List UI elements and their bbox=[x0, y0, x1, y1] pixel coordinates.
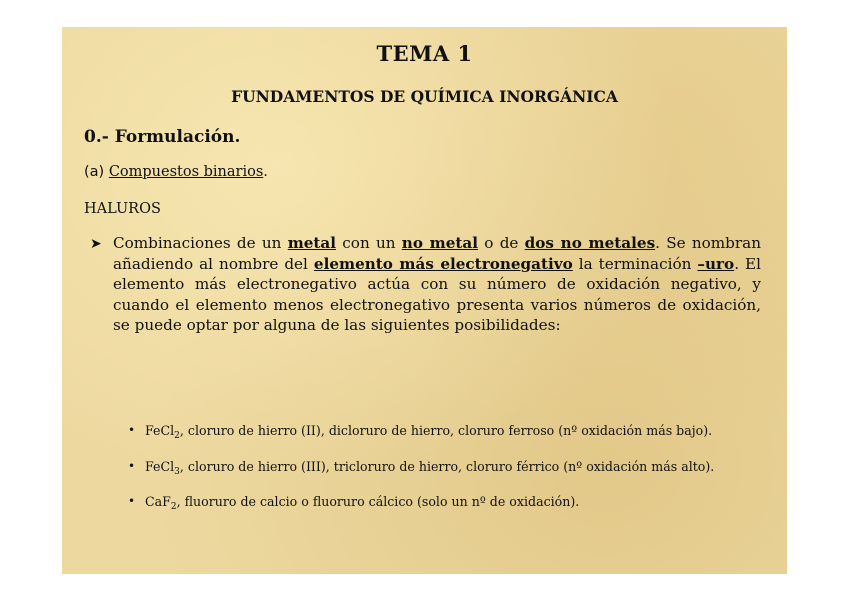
formula-subscript: 3 bbox=[174, 466, 180, 477]
para-text-4: . Se nombran añadiendo al nombre del bbox=[113, 234, 761, 273]
section-heading: 0.- Formulación. bbox=[84, 127, 241, 147]
para-term-electronegativo: elemento más electronegativo bbox=[313, 254, 573, 273]
formula-subscript: 2 bbox=[174, 431, 180, 441]
page-title: TEMA 1 bbox=[376, 41, 473, 66]
para-term-dos-no-metales: dos no metales bbox=[524, 234, 656, 252]
subsection-suffix: . bbox=[263, 164, 268, 180]
page-subtitle: FUNDAMENTOS DE QUÍMICA INORGÁNICA bbox=[231, 87, 618, 106]
item-text: , fluoruro de calcio o fluoruro cálcico (solo un nº de oxidación). bbox=[176, 494, 580, 509]
topic-heading: HALUROS bbox=[84, 201, 161, 217]
bullet-dot-icon: • bbox=[128, 423, 136, 437]
subsection-label: Compuestos binarios bbox=[108, 164, 264, 180]
list-item bbox=[124, 493, 764, 517]
para-text-3: o de bbox=[478, 234, 525, 252]
definition-paragraph bbox=[113, 233, 761, 336]
para-text-5: la terminación bbox=[572, 254, 698, 273]
para-term-no-metal: no metal bbox=[401, 234, 479, 252]
para-text-1: Combinaciones de un bbox=[113, 234, 288, 252]
formula: FeCl bbox=[145, 458, 175, 474]
slide bbox=[62, 27, 787, 574]
bullet-dot-icon: • bbox=[128, 494, 136, 508]
formula-subscript: 2 bbox=[170, 502, 177, 512]
arrow-bullet-icon: ➤ bbox=[90, 236, 102, 252]
para-text-2: con un bbox=[336, 234, 402, 252]
formula: FeCl bbox=[145, 423, 175, 438]
subsection-prefix: (a) bbox=[84, 164, 109, 180]
example-list bbox=[124, 422, 764, 529]
item-text: , cloruro de hierro (II), dicloruro de hierro, cloruro ferroso (nº oxidación más bajo). bbox=[179, 423, 713, 438]
bullet-dot-icon: • bbox=[128, 458, 136, 473]
para-text-6: . El elemento más electronegativo actúa con su número de oxidación negativo, y cuando el elemento menos electronegativo presenta varios números de oxidación, se puede optar por alguna de las siguientes posibilidades: bbox=[113, 254, 761, 334]
para-term-uro: –uro bbox=[697, 254, 735, 273]
formula: CaF bbox=[145, 494, 171, 509]
list-item bbox=[124, 458, 764, 482]
list-item bbox=[124, 422, 764, 446]
item-text: , cloruro de hierro (III), tricloruro de hierro, cloruro férrico (nº oxidación más alto). bbox=[179, 458, 715, 474]
para-term-metal: metal bbox=[287, 234, 337, 252]
subsection-heading bbox=[84, 164, 268, 180]
